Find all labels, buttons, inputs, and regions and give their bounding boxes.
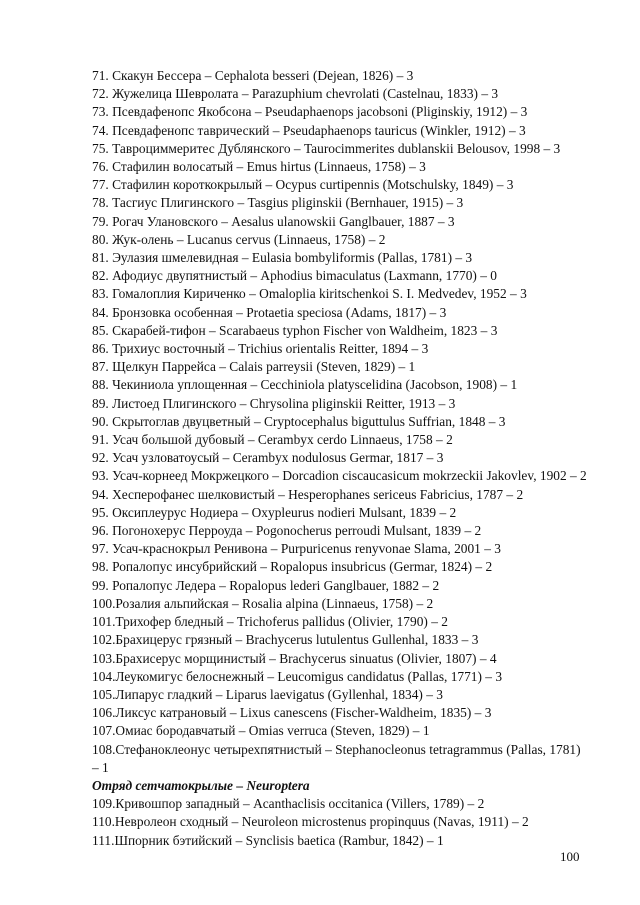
species-list-coleoptera bbox=[92, 67, 587, 777]
list-item: 102.Брахицерус грязный – Brachycerus lutulentus Gullenhal, 1833 – 3 bbox=[92, 632, 479, 648]
list-item: 101.Трихофер бледный – Trichoferus pallidus (Olivier, 1790) – 2 bbox=[92, 614, 448, 630]
list-item: 103.Брахисерус морщинистый – Brachycerus sinuatus (Olivier, 1807) – 4 bbox=[92, 650, 497, 666]
list-item: 93. Усач-корнеед Мокржецкого – Dorcadion ciscaucasicum mokrzeckii Jakovlev, 1902 – 2 bbox=[92, 468, 587, 484]
list-item: 97. Усач-краснокрыл Ренивона – Purpuricenus renyvonae Slama, 2001 – 3 bbox=[92, 541, 501, 557]
list-item: 85. Скарабей-тифон – Scarabaeus typhon Fischer von Waldheim, 1823 – 3 bbox=[92, 322, 498, 338]
list-item: 110.Невролеон сходный – Neuroleon microstenus propinquus (Navas, 1911) – 2 bbox=[92, 814, 529, 830]
page-number: 100 bbox=[560, 849, 580, 864]
list-item: 99. Ропалопус Ледера – Ropalopus lederi Ganglbauer, 1882 – 2 bbox=[92, 577, 440, 593]
list-item: 84. Бронзовка особенная – Protaetia speciosa (Adams, 1817) – 3 bbox=[92, 304, 447, 320]
species-list-neuroptera bbox=[92, 795, 587, 850]
list-item: 91. Усач большой дубовый – Cerambyx cerdo Linnaeus, 1758 – 2 bbox=[92, 432, 453, 448]
list-item: 72. Жужелица Шевролата – Parazuphium chevrolati (Castelnau, 1833) – 3 bbox=[92, 86, 499, 102]
list-item: 95. Оксиплеурус Нодиера – Oxypleurus nodieri Mulsant, 1839 – 2 bbox=[92, 504, 457, 520]
list-item: 71. Скакун Бессера – Cephalota besseri (Dejean, 1826) – 3 bbox=[92, 68, 414, 83]
list-item: 83. Гомалоплия Кириченко – Omaloplia kiritschenkoi S. I. Medvedev, 1952 – 3 bbox=[92, 286, 527, 302]
list-item: 94. Хесперофанес шелковистый – Hesperophanes sericeus Fabricius, 1787 – 2 bbox=[92, 486, 524, 502]
list-item: 111.Шпорник бэтийский – Synclisis baetica (Rambur, 1842) – 1 bbox=[92, 832, 444, 848]
list-item: 104.Леукомигус белоснежный – Leucomigus candidatus (Pallas, 1771) – 3 bbox=[92, 668, 503, 684]
list-item: 107.Омиас бородавчатый – Omias verruca (Steven, 1829) – 1 bbox=[92, 723, 430, 739]
list-item: 82. Афодиус двупятнистый – Aphodius bimaculatus (Laxmann, 1770) – 0 bbox=[92, 268, 497, 284]
list-item: 109.Кривошпор западный – Acanthaclisis occitanica (Villers, 1789) – 2 bbox=[92, 796, 485, 812]
list-item: 105.Липарус гладкий – Liparus laevigatus (Gyllenhal, 1834) – 3 bbox=[92, 686, 443, 702]
list-item: 76. Стафилин волосатый – Emus hirtus (Linnaeus, 1758) – 3 bbox=[92, 159, 426, 175]
list-item: 96. Погонохерус Перроуда – Pogonocherus perroudi Mulsant, 1839 – 2 bbox=[92, 523, 482, 539]
section-heading: Отряд сетчатокрылые – Neuroptera bbox=[92, 777, 310, 793]
list-item: 74. Псевдафенопс таврический – Pseudaphaenops tauricus (Winkler, 1912) – 3 bbox=[92, 122, 526, 138]
document-body bbox=[92, 67, 587, 850]
list-item: 89. Листоед Плигинского – Chrysolina pliginskii Reitter, 1913 – 3 bbox=[92, 395, 456, 411]
list-item: 92. Усач узловатоусый – Cerambyx nodulosus Germar, 1817 – 3 bbox=[92, 450, 444, 466]
list-item: 81. Эулазия шмелевидная – Eulasia bombyliformis (Pallas, 1781) – 3 bbox=[92, 250, 473, 266]
list-item: 88. Чекиниола уплощенная – Cecchiniola platyscelidina (Jacobson, 1908) – 1 bbox=[92, 377, 518, 393]
list-item: 106.Ликсус катрановый – Lixus canescens (Fischer-Waldheim, 1835) – 3 bbox=[92, 705, 492, 721]
list-item: 86. Трихиус восточный – Trichius orientalis Reitter, 1894 – 3 bbox=[92, 341, 429, 357]
list-item: 73. Псевдафенопс Якобсона – Pseudaphaenops jacobsoni (Pliginskiy, 1912) – 3 bbox=[92, 104, 528, 120]
list-item: 75. Тавроциммеритес Дублянского – Taurocimmerites dublanskii Belousov, 1998 – 3 bbox=[92, 140, 561, 156]
list-item: 87. Щелкун Паррейса – Calais parreysii (Steven, 1829) – 1 bbox=[92, 359, 416, 375]
list-item: 98. Ропалопус инсубрийский – Ropalopus insubricus (Germar, 1824) – 2 bbox=[92, 559, 493, 575]
list-item: 79. Рогач Улановского – Aesalus ulanowskii Ganglbauer, 1887 – 3 bbox=[92, 213, 455, 229]
list-item: 78. Тасгиус Плигинского – Tasgius pliginskii (Bernhauer, 1915) – 3 bbox=[92, 195, 464, 211]
list-item: 90. Скрытоглав двуцветный – Cryptocephalus biguttulus Suffrian, 1848 – 3 bbox=[92, 413, 506, 429]
list-item: 108.Стефаноклеонус четырехпятнистый – Stephanocleonus tetragrammus (Pallas, 1781) – 1 bbox=[92, 741, 581, 775]
list-item: 77. Стафилин короткокрылый – Ocypus curtipennis (Motschulsky, 1849) – 3 bbox=[92, 177, 514, 193]
list-item: 80. Жук-олень – Lucanus cervus (Linnaeus, 1758) – 2 bbox=[92, 231, 386, 247]
list-item: 100.Розалия альпийская – Rosalia alpina (Linnaeus, 1758) – 2 bbox=[92, 595, 434, 611]
